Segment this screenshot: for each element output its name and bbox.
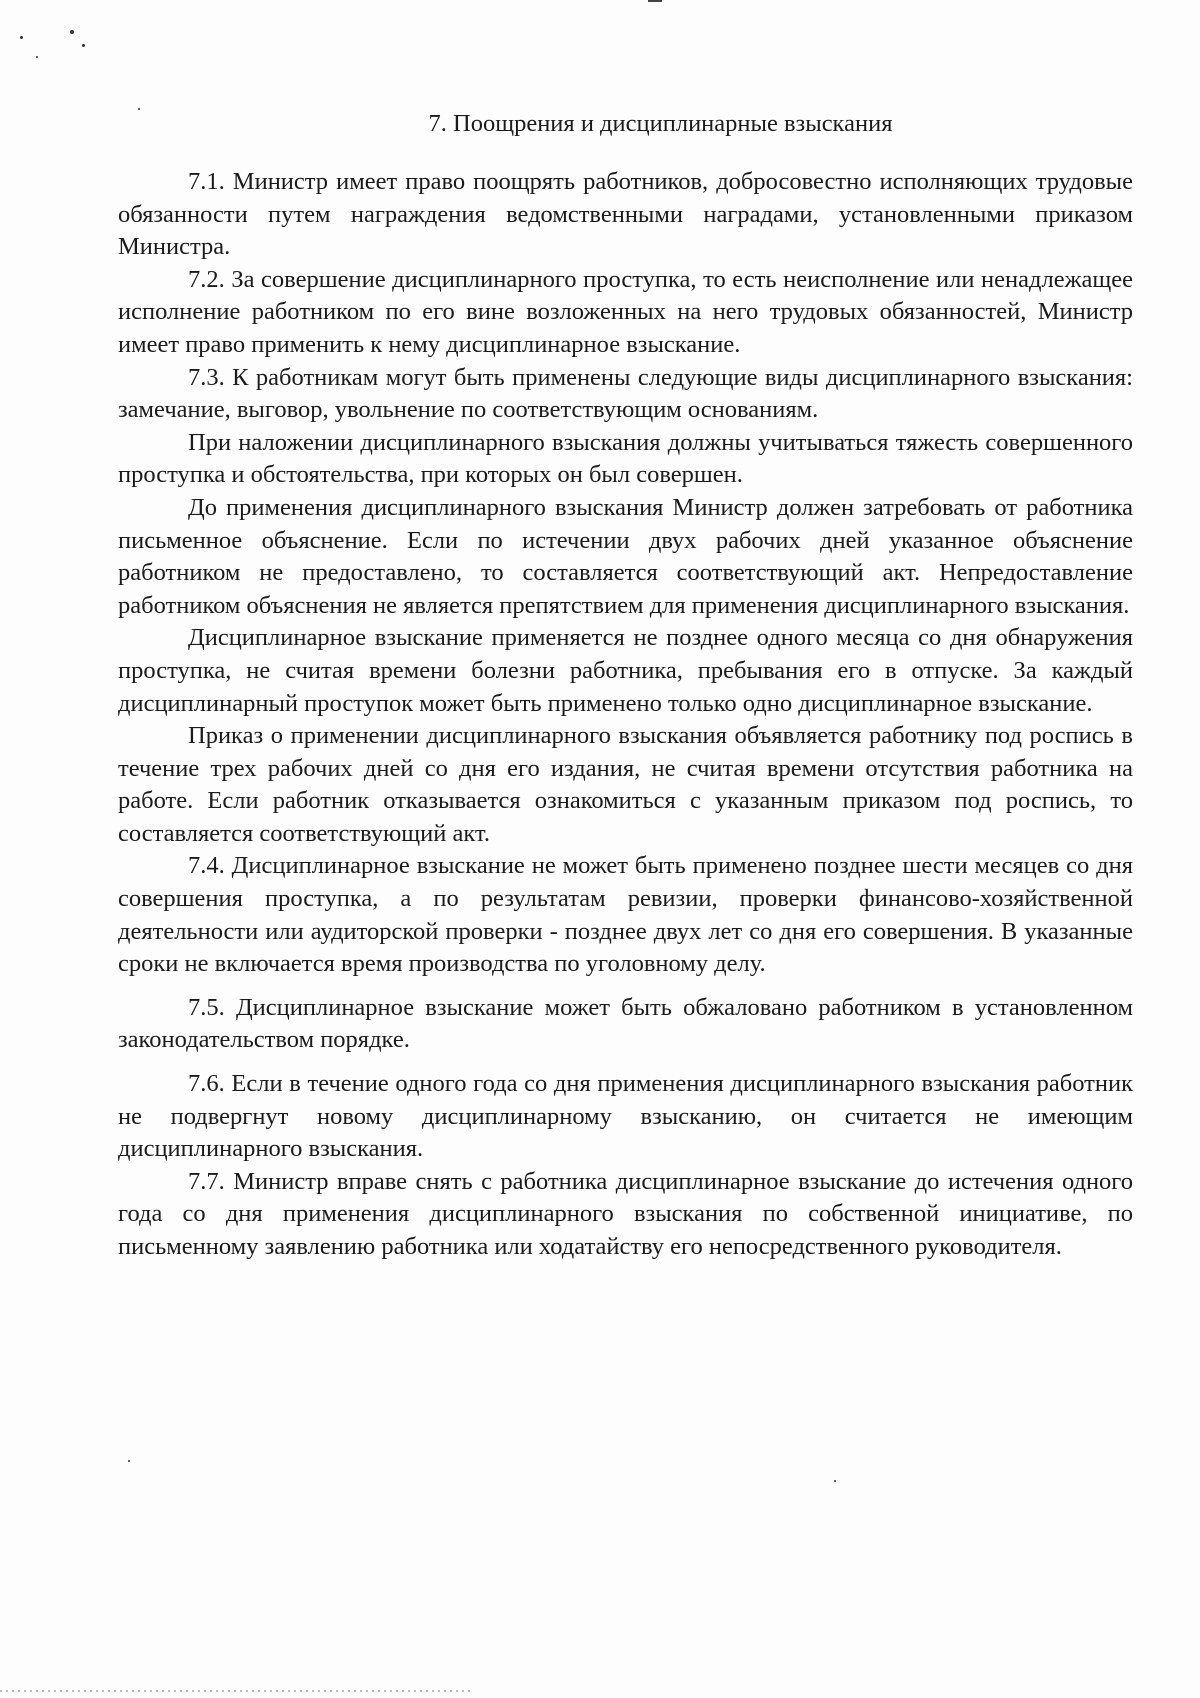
scan-speck: [36, 56, 38, 58]
section-heading: 7. Поощрения и дисциплинарные взыскания: [428, 110, 893, 137]
scan-speck: [20, 36, 23, 39]
scan-speck: [70, 30, 74, 34]
paragraph-7-2: 7.2. За совершение дисциплинарного проступка, то есть неисполнение или ненадлежащее исполнение работником по его вине возложенных на него трудовых обязанностей, Министр имеет право применить к нему дисциплинарное взыскание.: [118, 265, 1133, 358]
paragraph-7-3: 7.3. К работникам могут быть применены следующие виды дисциплинарного взыскания: замечание, выговор, увольнение по соответствующим основаниям.: [118, 363, 1133, 424]
scan-speck: [834, 1480, 836, 1482]
paragraph-order: Приказ о применении дисциплинарного взыскания объявляется работнику под роспись в течение трех рабочих дней со дня его издания, не считая времени отсутствия работника на работе. Если работник отказывается ознакомиться с указанным приказом под роспись, то составляется соответствующий акт.: [118, 722, 1133, 847]
paragraph-7-6: 7.6. Если в течение одного года со дня применения дисциплинарного взыскания работник не подвергнут новому дисциплинарному взысканию, он считается не имеющим дисциплинарного взыскания.: [118, 1070, 1133, 1163]
scan-edge: [0, 1690, 470, 1692]
paragraph-7-5: 7.5. Дисциплинарное взыскание может быть обжаловано работником в установленном законодательством порядке.: [118, 993, 1133, 1054]
paragraph-7-1: 7.1. Министр имеет право поощрять работников, добросовестно исполняющих трудовые обязанности путем награждения ведомственными наградами, установленными приказом Министра.: [118, 168, 1133, 261]
paragraph-deadline: Дисциплинарное взыскание применяется не позднее одного месяца со дня обнаружения проступка, не считая времени болезни работника, пребывания его в отпуске. За каждый дисциплинарный проступок может быть применено только одно дисциплинарное взыскание.: [118, 624, 1133, 717]
document-body: [118, 108, 1133, 1264]
scan-mark: [648, 0, 662, 2]
scan-speck: [128, 1460, 130, 1462]
scan-speck: [82, 44, 85, 47]
paragraph-severity: При наложении дисциплинарного взыскания должны учитываться тяжесть совершенного проступка и обстоятельства, при которых он был совершен.: [118, 428, 1133, 489]
paragraph-7-7: 7.7. Министр вправе снять с работника дисциплинарное взыскание до истечения одного года со дня применения дисциплинарного взыскания по собственной инициативе, по письменному заявлению работника или ходатайству его непосредственного руководителя.: [118, 1167, 1133, 1260]
paragraph-explanation: До применения дисциплинарного взыскания Министр должен затребовать от работника письменное объяснение. Если по истечении двух рабочих дней указанное объяснение работником не предоставлено, то составляется соответствующий акт. Непредоставление работником объяснения не является препятствием для применения дисциплинарного взыскания.: [118, 493, 1133, 619]
paragraph-7-4: 7.4. Дисциплинарное взыскание не может быть применено позднее шести месяцев со дня совершения проступка, а по результатам ревизии, проверки финансово-хозяйственной деятельности или аудиторской проверки - позднее двух лет со дня его совершения. В указанные сроки не включается время производства по уголовному делу.: [118, 852, 1133, 978]
